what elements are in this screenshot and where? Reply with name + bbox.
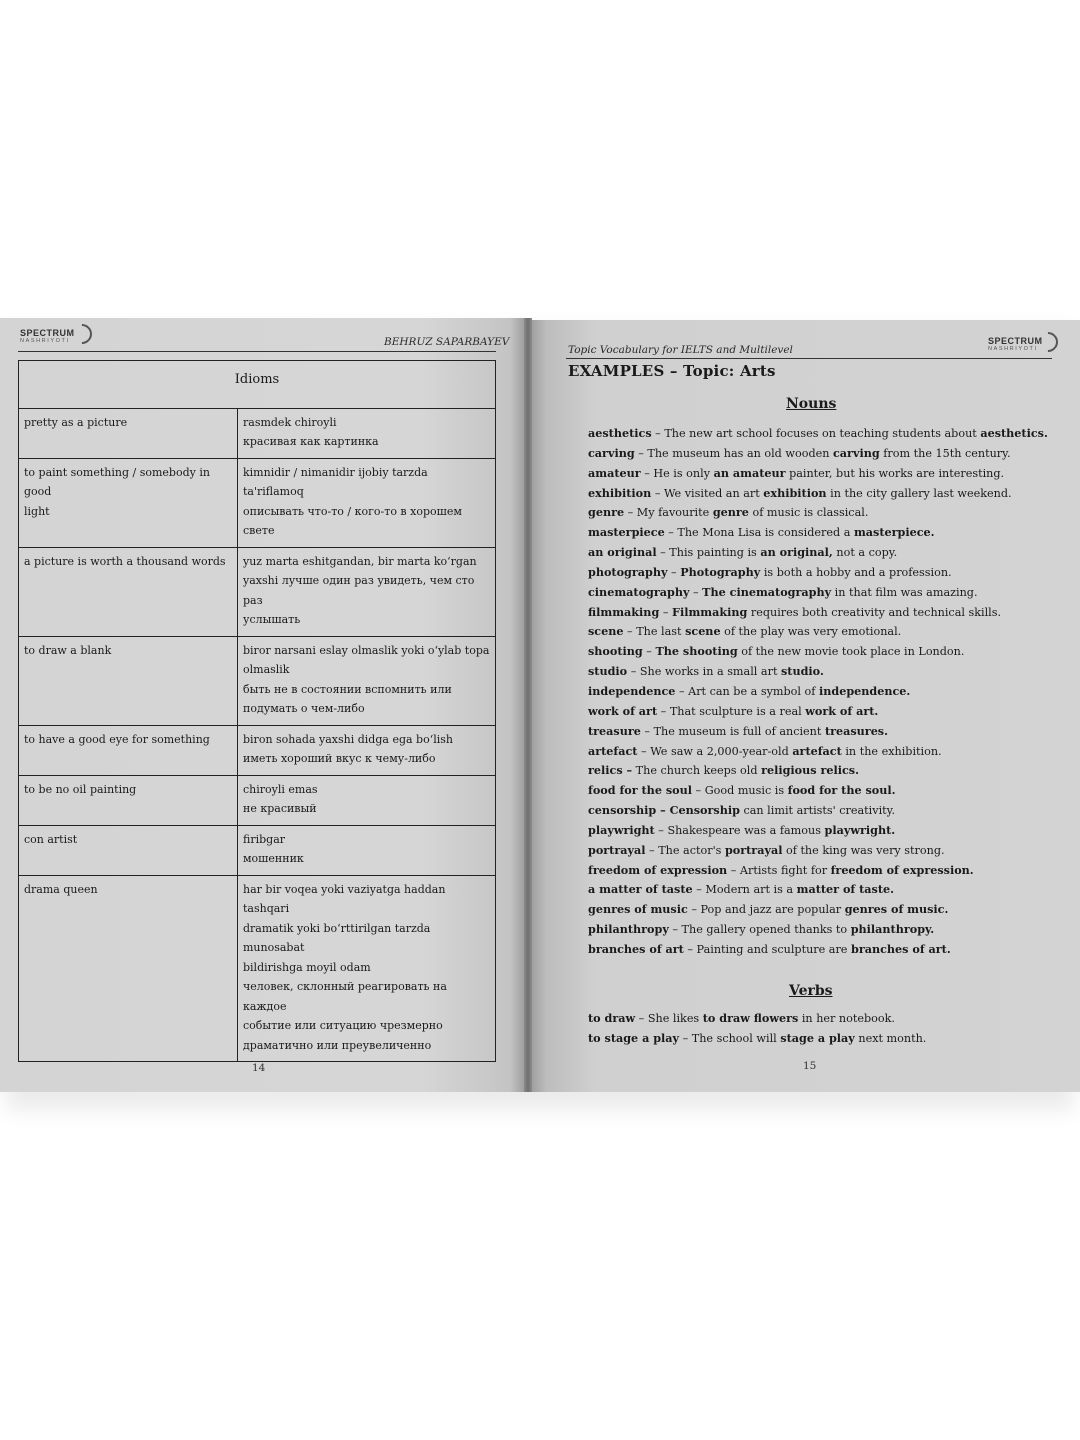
example-text: not a copy. [832, 546, 898, 560]
example-text: of music is classical. [748, 506, 869, 520]
noun-entry [588, 940, 1048, 960]
vocab-term: carving [833, 445, 880, 460]
example-text: in the exhibition. [841, 744, 942, 758]
noun-entry [588, 801, 1048, 821]
example-text: – The actor's [645, 843, 725, 857]
idiom-cell [19, 825, 238, 875]
example-text: – Art can be a symbol of [675, 684, 819, 698]
example-text: – Shakespeare was a famous [654, 823, 825, 837]
vocab-term: scene [685, 624, 721, 639]
example-text: – We visited an art [651, 486, 764, 500]
translation-line: услышать [243, 613, 301, 626]
translation-line: biron sohada yaxshi didga ega bo‘lish [243, 732, 453, 746]
vocab-term: studio [588, 664, 628, 679]
table-row [19, 875, 496, 1062]
noun-entry [588, 841, 1048, 861]
verbs-heading: Verbs [789, 983, 833, 999]
translation-cell [238, 825, 496, 875]
vocab-term: artefact [792, 743, 842, 758]
noun-entry [588, 861, 1048, 881]
example-text: – Good music is [691, 784, 788, 798]
vocab-term: religious relics. [761, 763, 859, 778]
example-text: – He is only [640, 466, 714, 480]
left-logo [20, 328, 75, 345]
vocab-term: cinematography [588, 584, 690, 599]
vocab-term: an original, [760, 545, 833, 560]
noun-entry [588, 583, 1048, 603]
noun-entry [588, 603, 1048, 623]
example-text: – We saw a 2,000-year-old [637, 744, 793, 758]
vocab-term: Photography [680, 564, 761, 579]
vocab-term: food for the soul. [787, 783, 896, 798]
vocab-term: work of art. [805, 703, 879, 718]
table-row [19, 547, 496, 636]
idiom-cell [19, 547, 238, 636]
example-text: – [659, 605, 672, 619]
example-text: in the city gallery last weekend. [826, 486, 1012, 500]
noun-entry [588, 424, 1048, 444]
table-header-row [19, 361, 496, 409]
translation-cell [238, 458, 496, 547]
example-text: is both a hobby and a profession. [760, 565, 952, 579]
table-row [19, 408, 496, 458]
translation-cell [238, 875, 496, 1062]
translation-cell [238, 775, 496, 825]
translation-line: olmaslik [243, 663, 290, 676]
example-text: The church keeps old [632, 764, 762, 778]
examples-title: EXAMPLES – Topic: Arts [568, 362, 776, 380]
translation-line: иметь хороший вкус к чему-либо [243, 752, 436, 765]
translation-line: har bir voqea yoki vaziyatga haddan tashqari [243, 882, 446, 915]
left-header-rule [18, 351, 496, 352]
translation-cell [238, 725, 496, 775]
idiom-text: a picture is worth a thousand words [24, 554, 226, 568]
table-row [19, 458, 496, 547]
translation-line: подумать о чем-либо [243, 702, 365, 715]
example-text: – [689, 585, 703, 599]
vocab-term: filmmaking [588, 604, 660, 619]
idiom-cell [19, 775, 238, 825]
vocab-term: playwright [588, 822, 655, 837]
noun-entry [588, 722, 1048, 742]
vocab-term: The shooting [655, 644, 738, 659]
translation-cell [238, 408, 496, 458]
noun-entry [588, 662, 1048, 682]
example-text: – The museum is full of ancient [640, 724, 825, 738]
idiom-cell [19, 636, 238, 725]
table-row [19, 636, 496, 725]
vocab-term: aesthetics. [980, 426, 1048, 440]
example-text: – Modern art is a [692, 883, 797, 897]
translation-line: biror narsani eslay olmaslik yoki o‘ylab topa [243, 643, 490, 657]
left-running-head: BEHRUZ SAPARBAYEV [384, 336, 510, 348]
logo-name: SPECTRUM [20, 328, 75, 338]
page-number-left: 14 [252, 1062, 266, 1074]
vocab-term: matter of taste. [796, 882, 895, 897]
vocab-term: to draw flowers [702, 1011, 799, 1025]
translation-line: человек, склонный реагировать на каждое [243, 980, 447, 1013]
vocab-term: Filmmaking [672, 604, 748, 619]
example-text: – This painting is [656, 546, 761, 560]
example-text: – The museum has an old wooden [634, 446, 833, 460]
vocab-term: food for the soul [588, 783, 692, 798]
vocab-term: to stage a play [588, 1030, 680, 1045]
idiom-text: light [24, 504, 50, 518]
example-text: – The new art school focuses on teaching students about [651, 427, 981, 440]
vocab-term: playwright. [824, 822, 896, 837]
vocab-term: genres of music [588, 902, 688, 917]
vocab-term: aesthetics [588, 426, 652, 440]
vocab-term: treasure [588, 723, 641, 738]
noun-entry [588, 503, 1048, 523]
verb-entry [588, 1029, 926, 1049]
example-text: requires both creativity and technical skills. [747, 605, 1002, 619]
vocab-term: artefact [588, 743, 638, 758]
noun-entry [588, 464, 1048, 484]
vocab-term: The cinematography [702, 584, 832, 599]
vocab-term: studio. [781, 664, 824, 679]
idiom-cell [19, 458, 238, 547]
translation-line: yaxshi лучше один раз увидеть, чем сто раз [243, 574, 475, 607]
page-number-right: 15 [803, 1060, 817, 1072]
example-text: – She likes [635, 1012, 703, 1025]
vocab-term: freedom of expression. [830, 862, 974, 877]
translation-line: быть не в состоянии вспомнить или [243, 682, 452, 696]
noun-entry [588, 821, 1048, 841]
noun-entry [588, 543, 1048, 563]
example-text: in that film was amazing. [831, 585, 978, 599]
vocab-term: an original [588, 545, 657, 560]
logo-name: SPECTRUM [988, 336, 1043, 346]
vocab-term: masterpiece [588, 525, 665, 540]
noun-entry [588, 484, 1048, 504]
translation-line: firibgar [243, 832, 286, 846]
noun-entry [588, 622, 1048, 642]
vocab-term: genre [588, 505, 625, 520]
example-text: in her notebook. [798, 1012, 895, 1025]
vocab-term: exhibition [763, 485, 827, 500]
vocab-term: relics – [588, 763, 633, 778]
idiom-cell [19, 725, 238, 775]
noun-entry [588, 642, 1048, 662]
noun-entry [588, 761, 1048, 781]
vocab-term: carving [588, 445, 635, 460]
translation-line: событие или ситуацию чрезмерно [243, 1019, 443, 1032]
noun-entry [588, 563, 1048, 583]
translation-line: dramatik yoki bo‘rttirilgan tarzda munosabat [243, 921, 431, 954]
noun-entry [588, 742, 1048, 762]
translation-line: yuz marta eshitgandan, bir marta ko‘rgan [243, 554, 477, 568]
translation-line: мошенник [243, 852, 304, 865]
vocab-term: amateur [588, 465, 641, 480]
nouns-list [588, 424, 1048, 960]
vocab-term: philanthropy [588, 922, 669, 937]
example-text: – My favourite [624, 506, 713, 520]
translation-line: драматично или преувеличенно [243, 1038, 432, 1052]
idiom-text: to paint something / somebody in good [24, 465, 210, 498]
noun-entry [588, 682, 1048, 702]
book-gutter [524, 318, 532, 1092]
vocab-term: censorship – Censorship [588, 803, 740, 818]
idiom-text: to draw a blank [24, 643, 112, 657]
example-text: – Pop and jazz are popular [687, 903, 845, 917]
example-text: – [642, 645, 656, 659]
translation-cell [238, 547, 496, 636]
vocab-term: branches of art [588, 941, 684, 956]
table-row [19, 825, 496, 875]
idiom-cell [19, 408, 238, 458]
vocab-term: scene [588, 624, 624, 639]
vocab-term: freedom of expression [588, 862, 728, 877]
logo-sub: NASHRIYOTI [20, 338, 70, 344]
example-text: – The school will [679, 1031, 781, 1045]
vocab-term: masterpiece. [853, 525, 935, 540]
vocab-term: independence [588, 683, 676, 698]
idiom-text: con artist [24, 832, 78, 846]
example-text: next month. [854, 1031, 927, 1045]
vocab-term: a matter of taste [588, 882, 693, 897]
example-text: of the play was very emotional. [720, 625, 902, 639]
idiom-text: pretty as a picture [24, 415, 128, 429]
translation-line: kimnidir / nimanidir ijobiy tarzda ta'riflamoq [243, 465, 428, 498]
translation-line: не красивый [243, 802, 317, 815]
idiom-text: drama queen [24, 882, 98, 896]
example-text: – [667, 565, 681, 579]
logo-sub: NASHRIYOTI [988, 346, 1038, 352]
idioms-table [18, 360, 496, 1062]
vocab-term: genre [712, 505, 749, 520]
vocab-term: shooting [588, 644, 643, 659]
vocab-term: work of art [588, 703, 658, 718]
vocab-term: genres of music. [844, 902, 949, 917]
vocab-term: to draw [588, 1011, 636, 1025]
translation-cell [238, 636, 496, 725]
example-text: – The Mona Lisa is considered a [664, 526, 854, 540]
example-text: – Artists fight for [727, 863, 831, 877]
idiom-text: to be no oil painting [24, 782, 137, 796]
noun-entry [588, 880, 1048, 900]
translation-line: rasmdek chiroyli [243, 415, 337, 429]
verbs-list [588, 1009, 926, 1049]
vocab-term: photography [588, 564, 668, 579]
noun-entry [588, 920, 1048, 940]
translation-line: bildirishga moyil odam [243, 960, 371, 974]
vocab-term: portrayal [588, 842, 646, 857]
vocab-term: treasures. [824, 723, 889, 738]
example-text: – That sculpture is a real [657, 704, 806, 718]
translation-line: описывать что-то / кого-то в хорошем свете [243, 504, 462, 537]
vocab-term: philanthropy. [850, 922, 935, 937]
example-text: – She works in a small art [627, 665, 781, 679]
example-text: painter, but his works are interesting. [785, 466, 1005, 480]
idiom-text: to have a good eye for something [24, 732, 210, 746]
vocab-term: an amateur [713, 465, 786, 480]
vocab-term: stage a play [780, 1030, 855, 1045]
noun-entry [588, 702, 1048, 722]
vocab-term: exhibition [588, 485, 652, 500]
idiom-cell [19, 875, 238, 1062]
example-text: of the king was very strong. [782, 843, 945, 857]
example-text: of the new movie took place in London. [737, 645, 965, 659]
example-text: from the 15th century. [879, 446, 1011, 460]
example-text: can limit artists' creativity. [739, 804, 896, 818]
noun-entry [588, 444, 1048, 464]
example-text: – Painting and sculpture are [683, 942, 851, 956]
right-running-head: Topic Vocabulary for IELTS and Multilevel [568, 344, 793, 356]
translation-line: chiroyli emas [243, 782, 318, 796]
translation-line: красивая как картинка [243, 435, 379, 448]
table-row [19, 725, 496, 775]
verb-entry [588, 1009, 926, 1029]
example-text: – The last [623, 625, 686, 639]
vocab-term: branches of art. [851, 941, 951, 956]
example-text: – The gallery opened thanks to [668, 923, 851, 937]
right-header-rule [566, 358, 1052, 359]
vocab-term: portrayal [724, 842, 783, 857]
table-row [19, 775, 496, 825]
nouns-heading: Nouns [786, 396, 837, 412]
noun-entry [588, 900, 1048, 920]
vocab-term: independence. [819, 683, 911, 698]
noun-entry [588, 781, 1048, 801]
table-header: Idioms [19, 361, 496, 409]
noun-entry [588, 523, 1048, 543]
right-logo [988, 336, 1043, 353]
